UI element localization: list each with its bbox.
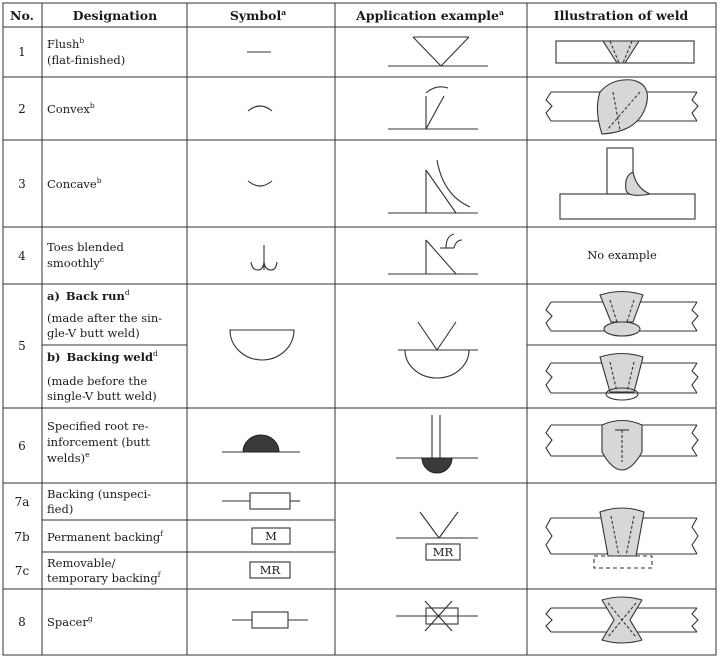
symbol-removable-backing-label: MR bbox=[259, 563, 281, 577]
application-root-reinforcement bbox=[396, 415, 478, 473]
illustration-flush bbox=[556, 41, 694, 63]
designation-convex: Convex$^b$ bbox=[47, 101, 95, 116]
row-number-2: 2 bbox=[18, 102, 26, 116]
row-number-3: 3 bbox=[18, 177, 26, 191]
symbol-convex bbox=[248, 106, 272, 111]
symbol-spacer bbox=[232, 612, 308, 628]
application-convex bbox=[388, 87, 478, 129]
application-backing bbox=[396, 512, 478, 560]
designation-flush-note: (flat-finished) bbox=[47, 53, 126, 67]
designation-concave: Concave$^b$ bbox=[47, 176, 102, 191]
designation-flush: Flush$^b$ bbox=[47, 36, 85, 51]
illustration-convex bbox=[546, 80, 698, 134]
symbol-toes-blended bbox=[251, 245, 277, 270]
row-number-7a: 7a bbox=[14, 495, 30, 509]
row-number-5: 5 bbox=[18, 339, 26, 353]
row-number-7b: 7b bbox=[14, 530, 30, 544]
designation-permanent-backing: Permanent backing$^f$ bbox=[47, 529, 164, 544]
symbol-root-reinforcement bbox=[222, 435, 300, 452]
header-designation: Designation bbox=[72, 8, 158, 23]
illustration-root-reinforcement bbox=[546, 421, 698, 471]
designation-back-run-note-2: gle-V butt weld) bbox=[47, 326, 140, 340]
symbol-permanent-backing-label: M bbox=[265, 529, 277, 543]
illustration-concave bbox=[560, 148, 695, 219]
designation-spacer: Spacer$^g$ bbox=[47, 614, 93, 629]
designation-backing-weld: b) Backing weld$^d$ bbox=[47, 349, 158, 364]
header-application: Application example$^a$ bbox=[356, 8, 504, 23]
designation-toes-blended-2: smoothly$^c$ bbox=[47, 255, 105, 270]
application-spacer bbox=[396, 601, 478, 631]
header-symbol: Symbol$^a$ bbox=[229, 8, 287, 23]
symbol-concave bbox=[248, 181, 272, 186]
designation-back-run: a) Back run$^d$ bbox=[47, 288, 130, 303]
row-number-8: 8 bbox=[18, 615, 26, 629]
designation-backing-unspecified-2: fied) bbox=[47, 502, 74, 516]
designation-back-run-note-1: (made after the sin- bbox=[47, 311, 163, 325]
row-number-1: 1 bbox=[18, 45, 26, 59]
symbol-permanent-backing bbox=[252, 528, 290, 544]
illustration-back-run bbox=[546, 292, 698, 337]
symbol-back-run bbox=[230, 330, 294, 360]
illustration-backing-weld bbox=[546, 354, 698, 401]
application-backing-label: MR bbox=[432, 545, 454, 559]
designation-backing-weld-note-2: single-V butt weld) bbox=[47, 389, 157, 403]
row-number-7c: 7c bbox=[14, 564, 30, 578]
application-concave bbox=[388, 160, 478, 213]
illustration-no-example: No example bbox=[587, 248, 657, 262]
designation-backing-unspecified-1: Backing (unspeci- bbox=[47, 487, 152, 501]
header-illustration: Illustration of weld bbox=[553, 8, 689, 23]
illustration-spacer bbox=[546, 597, 698, 643]
designation-root-reinforcement-1: Specified root re- bbox=[47, 419, 149, 433]
designation-root-reinforcement-3: welds)$^e$ bbox=[47, 450, 90, 465]
designation-removable-backing-2: temporary backing$^f$ bbox=[47, 570, 161, 585]
row-number-6: 6 bbox=[18, 439, 26, 453]
designation-root-reinforcement-2: inforcement (butt bbox=[47, 435, 150, 449]
designation-toes-blended: Toes blended bbox=[47, 240, 124, 254]
application-toes-blended bbox=[388, 234, 478, 274]
application-flush bbox=[388, 37, 488, 66]
application-back-run bbox=[398, 322, 478, 378]
symbol-removable-backing bbox=[250, 562, 290, 578]
designation-removable-backing-1: Removable/ bbox=[47, 556, 116, 570]
symbol-backing-unspecified bbox=[222, 493, 300, 509]
designation-backing-weld-note-1: (made before the bbox=[47, 374, 148, 388]
row-number-4: 4 bbox=[18, 249, 26, 263]
illustration-backing bbox=[546, 508, 698, 568]
header-no: No. bbox=[10, 8, 34, 23]
